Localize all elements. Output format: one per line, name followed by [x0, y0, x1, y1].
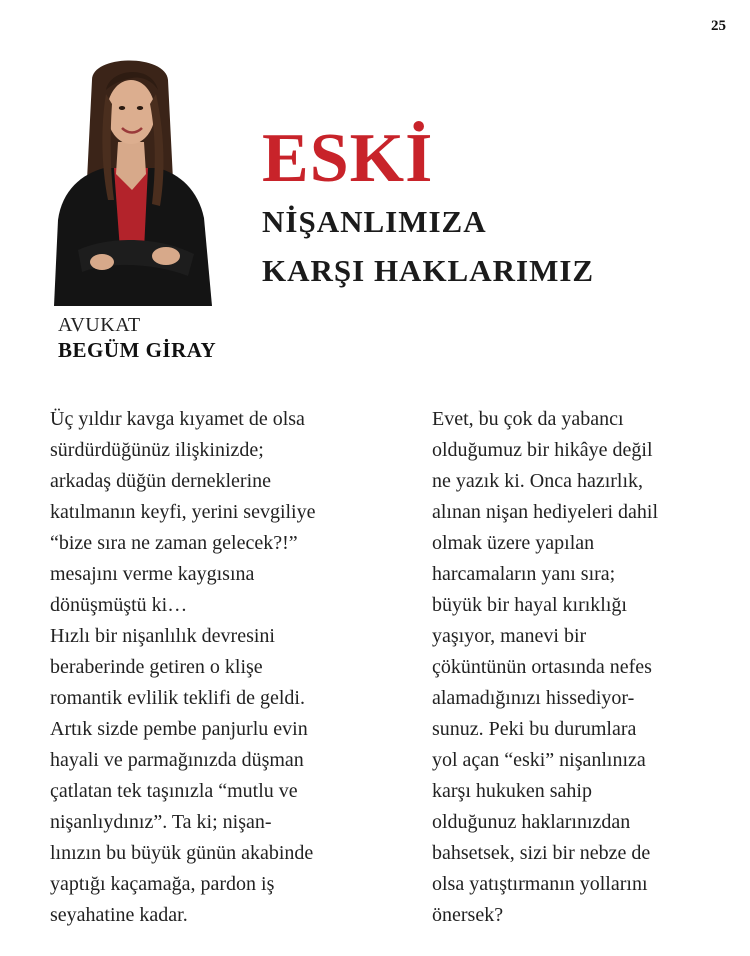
body-line: katılmanın keyfi, yerini sevgiliye: [50, 501, 316, 523]
body-line: seyahatine kadar.: [50, 904, 188, 926]
body-line: ne yazık ki. Onca hazırlık,: [432, 470, 644, 492]
body-line: çatlatan tek taşınızla “mutlu ve: [50, 780, 298, 802]
title-line-1: NİŞANLIMIZA: [262, 204, 487, 239]
body-line: olsa yatıştırmanın yollarını: [432, 873, 648, 895]
body-line: sürdürdüğünüz ilişkinizde;: [50, 439, 264, 461]
body-line: romantik evlilik teklifi de geldi.: [50, 687, 305, 709]
body-line: yaptığı kaçamağa, pardon iş: [50, 873, 275, 895]
body-line: yol açan “eski” nişanlınıza: [432, 749, 646, 771]
title-line-2: KARŞI HAKLARIMIZ: [262, 253, 595, 288]
body-line: arkadaş düğün derneklerine: [50, 470, 272, 492]
body-line: önersek?: [432, 904, 504, 926]
author-portrait: [48, 50, 216, 306]
body-line: Evet, bu çok da yabancı: [432, 408, 624, 430]
body-line: olmak üzere yapılan: [432, 532, 595, 554]
body-line: büyük bir hayal kırıklığı: [432, 594, 627, 616]
body-line: Hızlı bir nişanlılık devresini: [50, 625, 275, 647]
body-line: bahsetsek, sizi bir nebze de: [432, 842, 651, 864]
body-line: beraberinde getiren o klişe: [50, 656, 263, 678]
body-line: Üç yıldır kavga kıyamet de olsa: [50, 408, 305, 430]
body-line: mesajını verme kaygısına: [50, 563, 255, 585]
body-column-right: [432, 404, 732, 931]
body-line: “bize sıra ne zaman gelecek?!”: [50, 532, 298, 554]
body-line: olduğunuz haklarınızdan: [432, 811, 631, 833]
page-number: 25: [711, 18, 726, 34]
body-line: dönüşmüştü ki…: [50, 594, 188, 616]
body-line: harcamaların yanı sıra;: [432, 563, 616, 585]
body-line: sunuz. Peki bu durumlara: [432, 718, 637, 740]
title-accent: ESKİ: [262, 120, 434, 197]
body-line: alamadığınızı hissediyor-: [432, 687, 635, 709]
body-line: Artık sizde pembe panjurlu evin: [50, 718, 308, 740]
author-role: AVUKAT: [58, 314, 141, 336]
body-line: hayali ve parmağınızda düşman: [50, 749, 304, 771]
body-line: çöküntünün ortasında nefes: [432, 656, 652, 678]
body-line: yaşıyor, manevi bir: [432, 625, 587, 647]
author-name: BEGÜM GİRAY: [58, 338, 217, 362]
body-line: olduğumuz bir hikâye değil: [432, 439, 653, 461]
body-line: nişanlıydınız”. Ta ki; nişan-: [50, 811, 272, 833]
body-column-left: [50, 404, 400, 931]
body-line: alınan nişan hediyeleri dahil: [432, 501, 659, 523]
body-line: karşı hukuken sahip: [432, 780, 592, 802]
body-line: lınızın bu büyük günün akabinde: [50, 842, 314, 864]
